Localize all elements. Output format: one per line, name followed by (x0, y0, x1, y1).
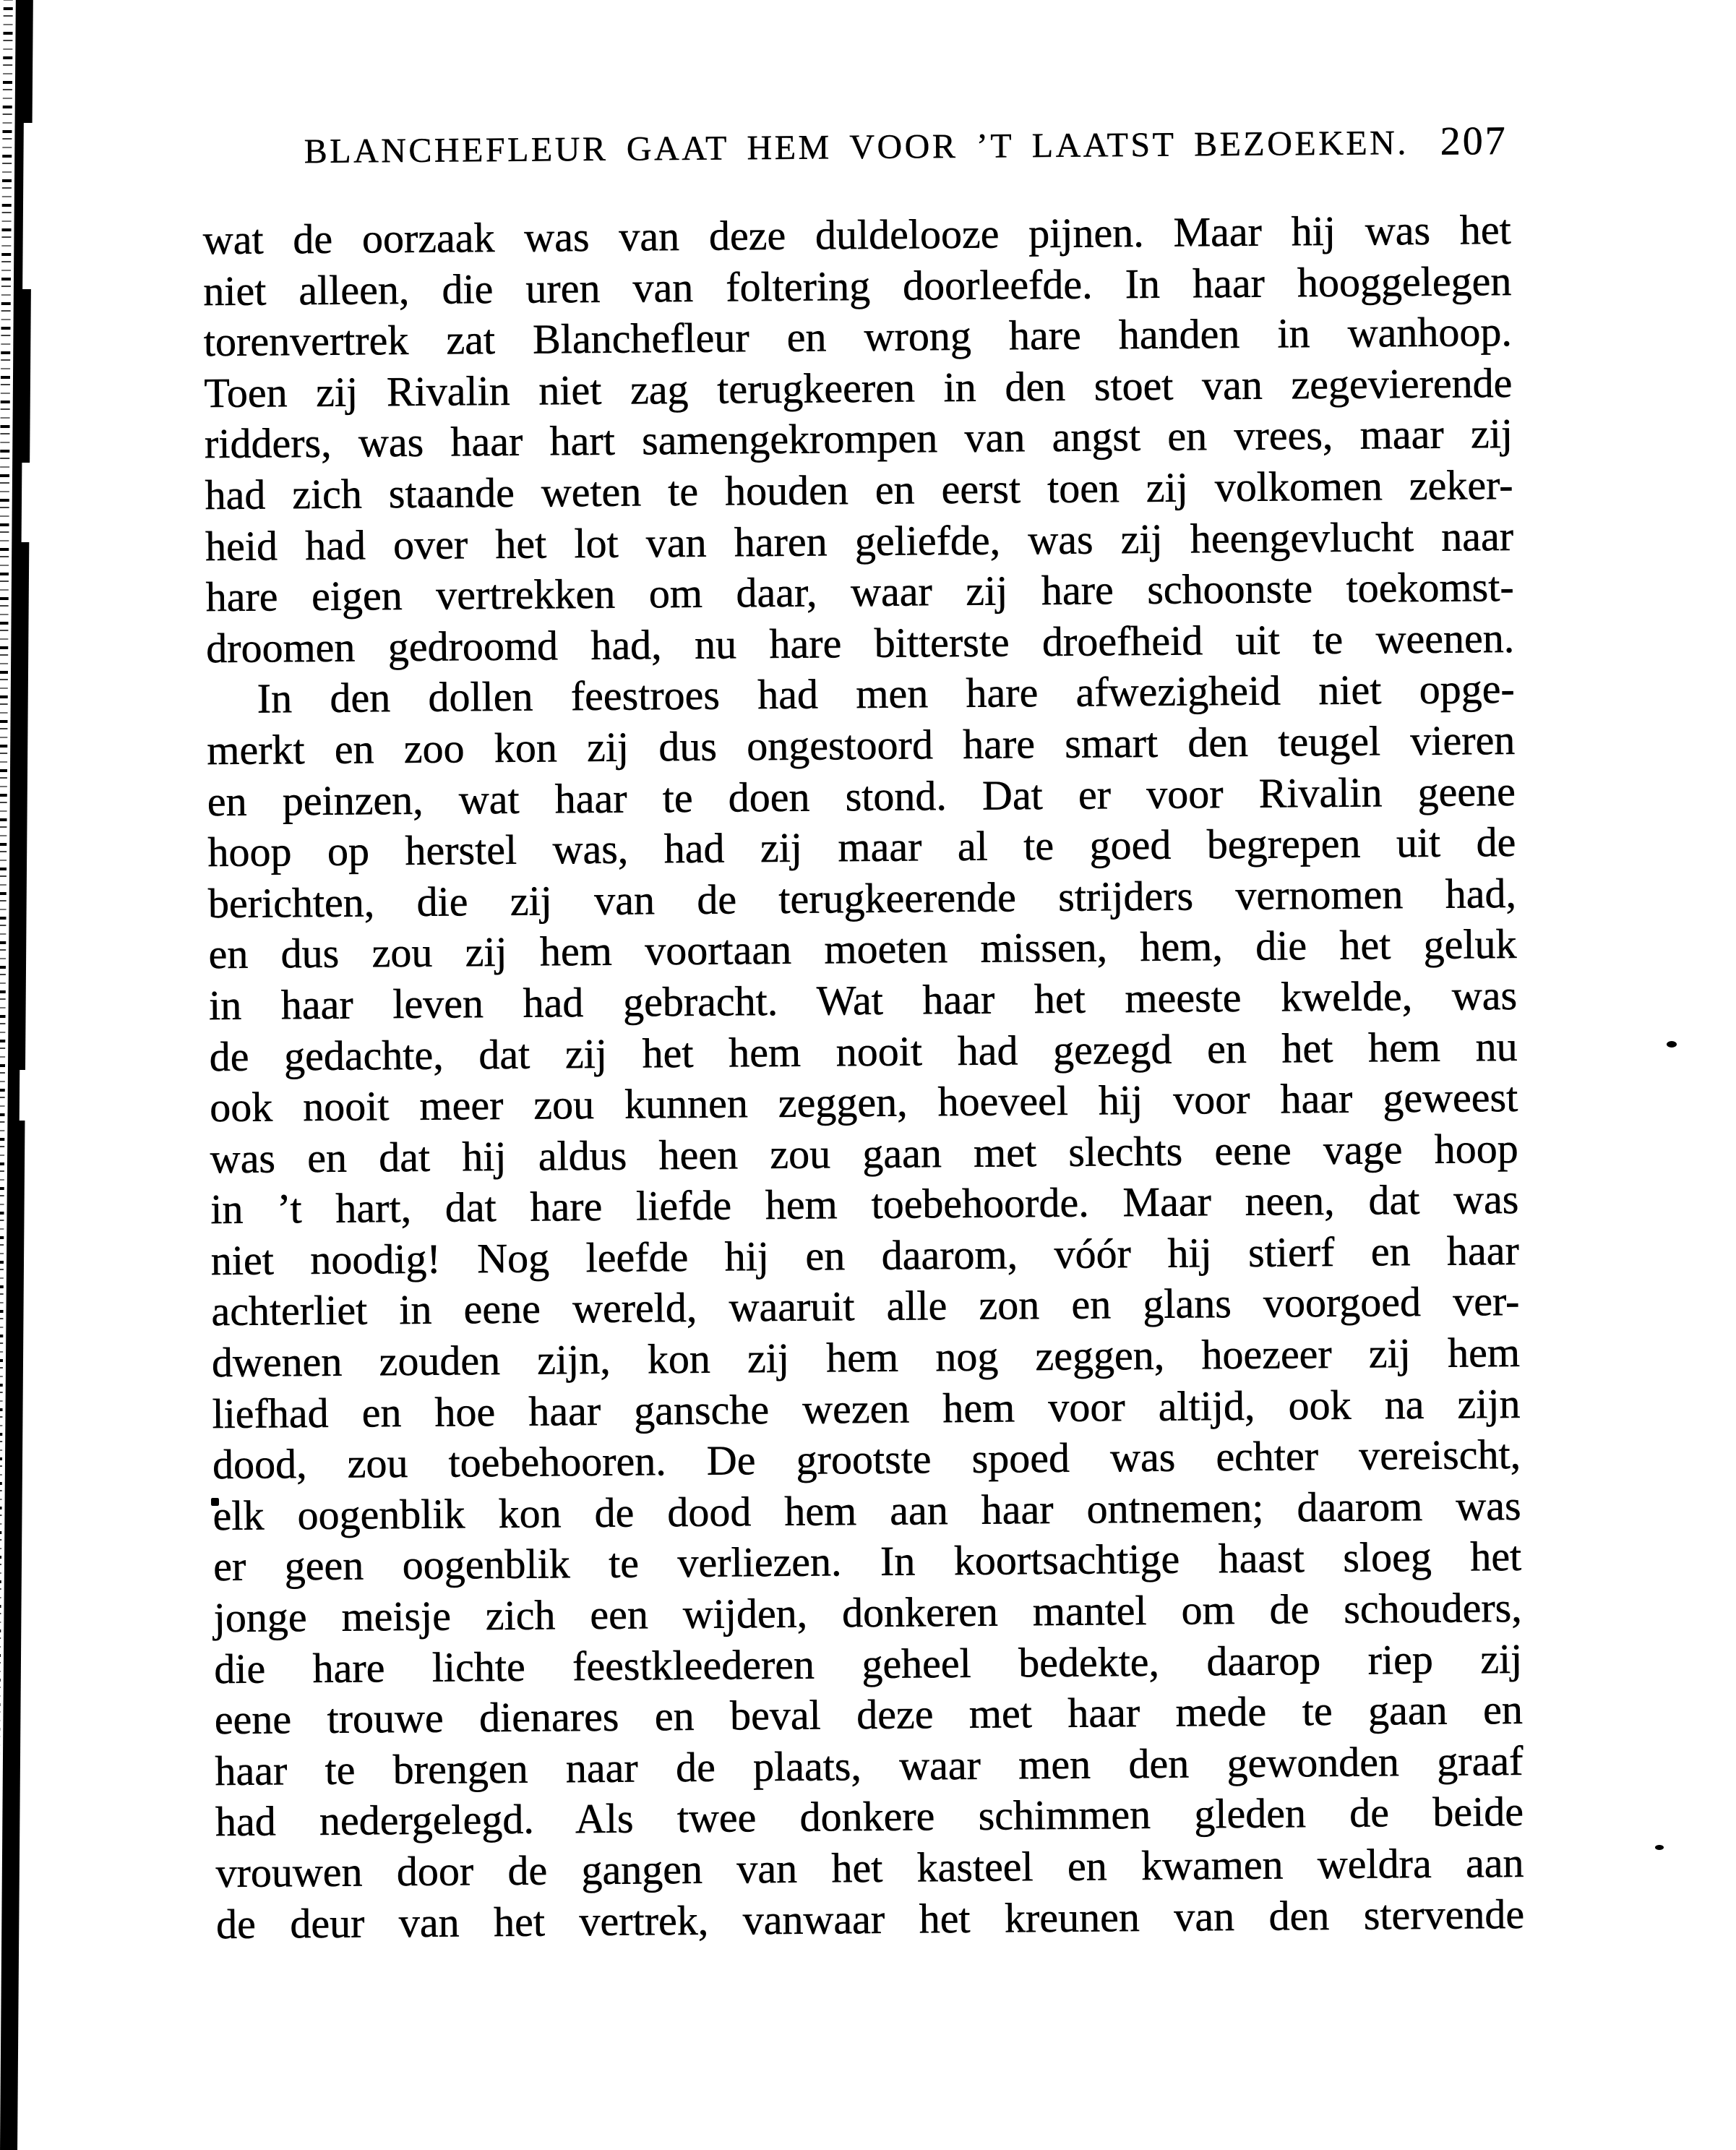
text-line: dood, zou toebehooren. De grootste spoed was echter vereischt, (212, 1431, 1521, 1489)
text-line: die hare lichte feestkleederen geheel bedekte, daarop riep zij (214, 1635, 1523, 1692)
text-line: berichten, die zij van de terugkeerende strijders vernomen had, (207, 869, 1517, 927)
text-line: wat de oorzaak was van deze duldelooze pijnen. Maar hij was het (202, 205, 1511, 264)
text-line: niet alleen, die uren van foltering doorleefde. In haar hooggelegen (203, 257, 1512, 314)
text-line: was en dat hij aldus heen zou gaan met slechts eene vage hoop (210, 1124, 1518, 1182)
text-line: en dus zou zij hem voortaan moeten missen, hem, die het geluk (208, 920, 1517, 978)
running-header (202, 119, 1511, 180)
text-line: niet noodig! Nog leefde hij en daarom, vóór hij stierf en haar (210, 1226, 1520, 1285)
text-line: droomen gedroomd had, nu hare bitterste droefheid uit te weenen. (205, 614, 1515, 672)
text-line: er geen oogenblik te verliezen. In koortsachtige haast sloeg het (212, 1533, 1522, 1590)
text-line: merkt en zoo kon zij dus ongestoord hare smart den teugel vieren (207, 716, 1516, 774)
text-line: ook nooit meer zou kunnen zeggen, hoeveel hij voor haar geweest (209, 1074, 1518, 1131)
text-line: Toen zij Rivalin niet zag terugkeeren in den stoet van zegevierende (204, 359, 1513, 416)
text-line: elk oogenblik kon de dood hem aan haar ontnemen; daarom was (212, 1481, 1521, 1539)
text-line: hare eigen vertrekken om daar, waar zij hare schoonste toekomst- (205, 563, 1514, 621)
text-line: heid had over het lot van haren geliefde, was zij heengevlucht naar (205, 512, 1514, 570)
text-line: had nedergelegd. Als twee donkere schimmen gleden de beide (215, 1788, 1524, 1846)
body-text (203, 205, 1525, 1950)
text-line: de gedachte, dat zij het hem nooit had gezegd en het hem nu (209, 1022, 1518, 1080)
text-line: in haar leven had gebracht. Wat haar het meeste kwelde, was (208, 971, 1518, 1029)
text-line: ridders, was haar hart samengekrompen van angst en vrees, maar zij (204, 410, 1513, 468)
text-line: dwenen zouden zijn, kon zij hem nog zeggen, hoezeer zij hem (211, 1328, 1521, 1387)
text-line: vrouwen door de gangen van het kasteel en kwamen weldra aan (215, 1838, 1524, 1897)
text-line: eene trouwe dienares en beval deze met haar mede te gaan en (214, 1686, 1524, 1744)
text-line: had zich staande weten te houden en eerst toen zij volkomen zeker- (205, 461, 1513, 519)
page-number: 207 (1440, 119, 1508, 164)
text-line: haar te brengen naar de plaats, waar men den gewonden graaf (215, 1736, 1524, 1794)
text-line: torenvertrek zat Blanchefleur en wrong hare handen in wanhoop. (203, 308, 1513, 366)
text-line: achterliet in eene wereld, waaruit alle zon en glans voorgoed ver- (211, 1277, 1520, 1335)
text-line: jonge meisje zich een wijden, donkeren mantel om de schouders, (213, 1583, 1522, 1642)
text-line: de deur van het vertrek, vanwaar het kreunen van den stervende (215, 1890, 1525, 1948)
text-line: hoop op herstel was, had zij maar al te goed begrepen uit de (207, 818, 1516, 876)
text-line: en peinzen, wat haar te doen stond. Dat er voor Rivalin geene (207, 767, 1516, 825)
text-line: in ’t hart, dat hare liefde hem toebehoorde. Maar neen, dat was (210, 1175, 1519, 1233)
text-line: In den dollen feestroes had men hare afwezigheid niet opge- (257, 665, 1515, 722)
running-header-title: BLANCHEFLEUR GAAT HEM VOOR ’T LAATST BEZOEKEN. (304, 124, 1409, 171)
text-line: liefhad en hoe haar gansche wezen hem voor altijd, ook na zijn (212, 1379, 1521, 1437)
